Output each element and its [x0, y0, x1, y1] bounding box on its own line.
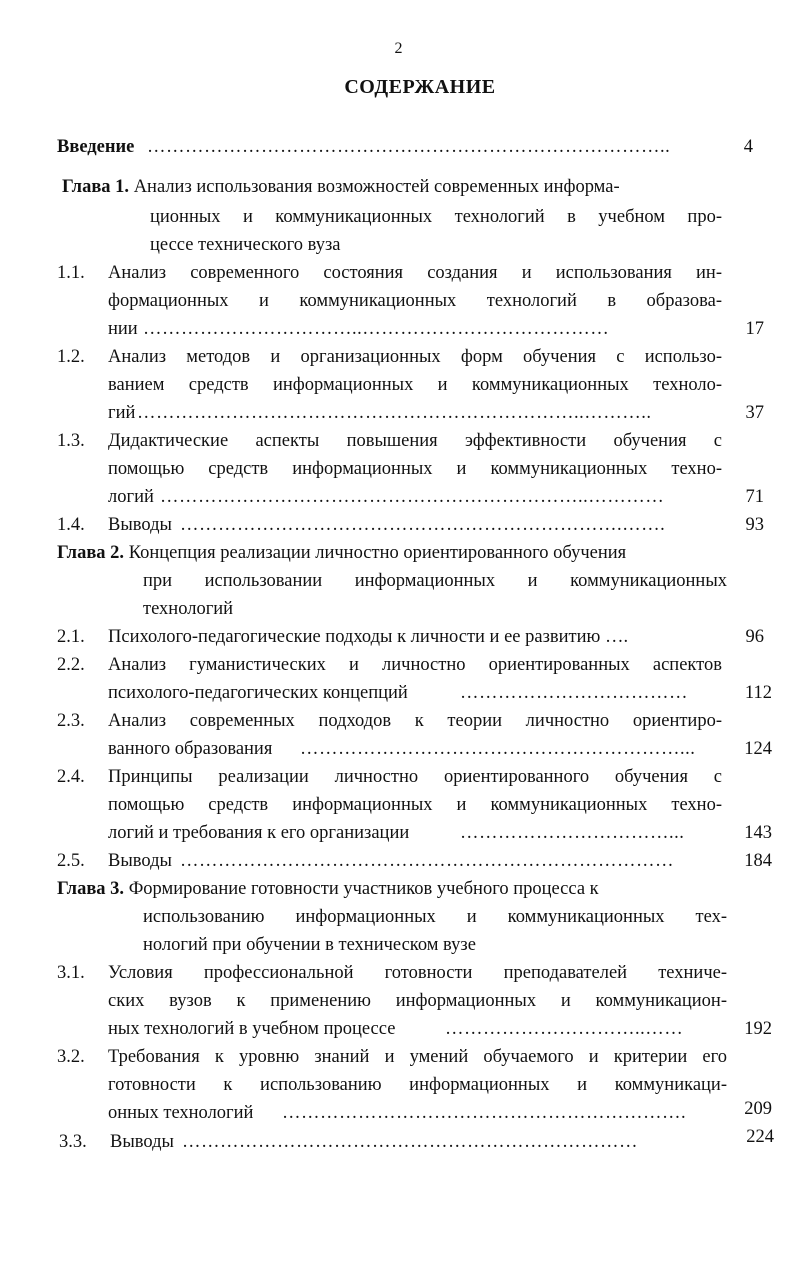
chapter-1-line1	[62, 174, 722, 200]
section-page: 192	[744, 1019, 772, 1039]
section-number: 2.1.	[57, 627, 85, 647]
section-page: 224	[746, 1127, 774, 1147]
section-line1: Условия профессиональной готовности преподавателей техниче-	[108, 963, 727, 983]
section-number: 3.2.	[57, 1047, 85, 1067]
section-line2: помощью средств информационных и коммуникационных техно-	[108, 795, 722, 815]
chapter-2-line3: технологий	[143, 599, 234, 619]
section-line1: Анализ гуманистических и личностно ориентированных аспектов	[108, 655, 722, 675]
section-dots: ……………………………..…………………………………	[143, 319, 610, 339]
section-line2: ских вузов к применению информационных и коммуникацион-	[108, 991, 727, 1011]
section-line1: Требования к уровню знаний и умений обучаемого и критерии его	[108, 1047, 727, 1067]
section-dots: ……………………………………………………………………	[180, 851, 674, 871]
chapter-2-label: Глава 2.	[57, 543, 125, 563]
section-dots: ……………………………………………………...	[300, 739, 696, 759]
section-dots: …………………………………………………………….…….	[180, 515, 666, 535]
section-line1: Анализ современных подходов к теории личностно ориентиро-	[108, 711, 722, 731]
section-number: 2.4.	[57, 767, 85, 787]
section-line3: ных технологий в учебном процессе	[108, 1019, 396, 1039]
section-line3: гий	[108, 403, 136, 423]
section-dots: ………………………………………………………………	[182, 1132, 638, 1152]
section-label: Психолого-педагогические подходы к личности и ее развитию ….	[108, 627, 629, 647]
page-title: СОДЕРЖАНИЕ	[344, 76, 496, 98]
section-label: Выводы	[108, 515, 172, 535]
section-page: 37	[745, 403, 764, 423]
chapter-1-label: Глава 1.	[62, 177, 130, 197]
section-line3: логий и требования к его организации	[108, 823, 410, 843]
chapter-1-line3: цессе технического вуза	[150, 235, 341, 255]
section-dots: ……………………………...	[460, 823, 685, 843]
chapter-3-title-part1: Формирование готовности участников учебного процесса к	[128, 879, 599, 899]
chapter-3-label: Глава 3.	[57, 879, 125, 899]
section-line3: логий	[108, 487, 154, 507]
section-number: 2.5.	[57, 851, 85, 871]
section-label: Выводы	[110, 1132, 174, 1152]
section-line1: Анализ методов и организационных форм обучения с использо-	[108, 347, 722, 367]
section-number: 2.2.	[57, 655, 85, 675]
section-number: 1.1.	[57, 263, 85, 283]
page-number: 2	[394, 40, 403, 57]
section-line2: психолого-педагогических концепций	[108, 683, 408, 703]
section-label: Выводы	[108, 851, 172, 871]
intro-page: 4	[743, 137, 753, 157]
section-page: 93	[745, 515, 764, 535]
section-line2: ванного образования	[108, 739, 273, 759]
intro-dots: ………………………………………………………………………..	[147, 137, 671, 157]
section-page: 143	[744, 823, 772, 843]
section-line1: Дидактические аспекты повышения эффективности обучения с	[108, 431, 722, 451]
section-line1: Принципы реализации личностно ориентированного обучения с	[108, 767, 722, 787]
section-line3: нии	[108, 319, 138, 339]
section-dots: …………………………………………………………..…………	[160, 487, 665, 507]
section-line3: онных технологий	[108, 1103, 254, 1123]
section-page: 124	[744, 739, 772, 759]
chapter-2-line1	[57, 540, 727, 566]
section-line2: формационных и коммуникационных технологий в образова-	[108, 291, 722, 311]
section-dots: ………………………………	[460, 683, 688, 703]
section-page: 184	[744, 851, 772, 871]
section-line2: ванием средств информационных и коммуникационных техноло-	[108, 375, 722, 395]
section-page: 96	[745, 627, 764, 647]
chapter-1-line2: ционных и коммуникационных технологий в учебном про-	[150, 207, 722, 227]
intro-label: Введение	[57, 137, 135, 157]
section-dots: …………………………..……	[445, 1019, 684, 1039]
section-dots: ……………………………………………………………..………..	[137, 403, 652, 423]
section-number: 2.3.	[57, 711, 85, 731]
chapter-1-title-part1: Анализ использования возможностей современных информа-	[133, 177, 620, 197]
section-line2: помощью средств информационных и коммуникационных техно-	[108, 459, 722, 479]
section-page: 112	[744, 683, 772, 703]
section-page: 17	[745, 319, 764, 339]
chapter-2-line2: при использовании информационных и коммуникационных	[143, 571, 727, 591]
chapter-3-line3: нологий при обучении в техническом вузе	[143, 935, 476, 955]
section-page: 209	[744, 1099, 772, 1119]
section-page: 71	[745, 487, 764, 507]
chapter-3-line2: использованию информационных и коммуникационных тех-	[143, 907, 727, 927]
section-line1: Анализ современного состояния создания и использования ин-	[108, 263, 722, 283]
section-number: 1.3.	[57, 431, 85, 451]
chapter-3-line1	[57, 876, 727, 902]
section-number: 1.4.	[57, 515, 85, 535]
section-line2: готовности к использованию информационных и коммуникаци-	[108, 1075, 727, 1095]
section-number: 1.2.	[57, 347, 85, 367]
section-dots: ……………………………………………………….	[282, 1103, 687, 1123]
chapter-2-title-part1: Концепция реализации личностно ориентированного обучения	[128, 543, 627, 563]
section-number: 3.3.	[59, 1132, 87, 1152]
section-number: 3.1.	[57, 963, 85, 983]
